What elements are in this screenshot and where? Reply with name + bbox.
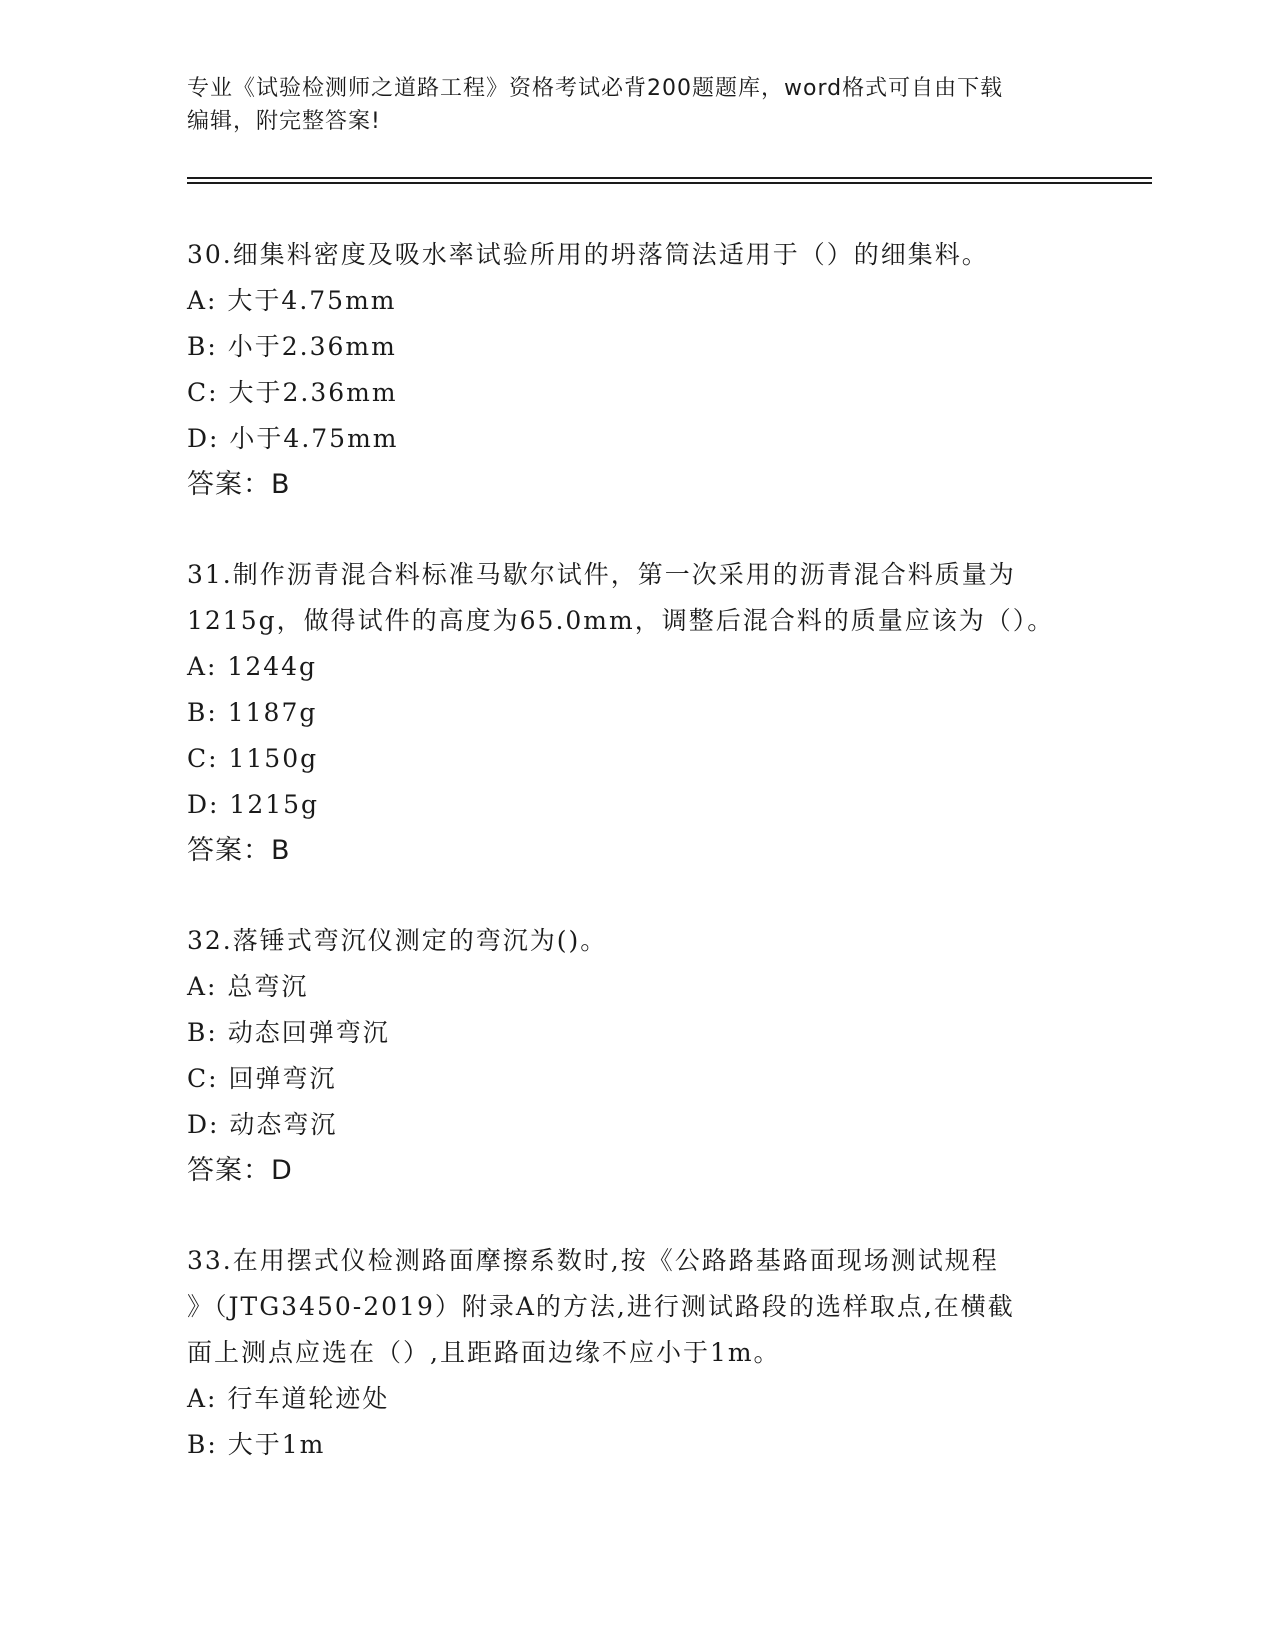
question-stem-line: 面上测点应选在（）,且距路面边缘不应小于1m。 [187, 1338, 781, 1367]
answer-option: D: 小于4.75mm [187, 424, 399, 453]
answer-option: A: 总弯沉 [187, 972, 309, 1001]
question-stem-line: 1215g，做得试件的高度为65.0mm，调整后混合料的质量应该为（）。 [187, 606, 1055, 635]
question-list [187, 232, 1087, 1512]
answer-option: B: 动态回弹弯沉 [187, 1018, 390, 1047]
header-divider-top [187, 177, 1152, 179]
question-stem-line: 31.制作沥青混合料标准马歇尔试件，第一次采用的沥青混合料质量为 [187, 560, 1016, 589]
header-line-1: 专业《试验检测师之道路工程》资格考试必背200题题库，word格式可自由下载 [187, 76, 1004, 101]
answer-option: D: 动态弯沉 [187, 1110, 338, 1139]
answer-key: 答案：B [187, 469, 291, 500]
answer-option: C: 1150g [187, 744, 319, 773]
question-block [187, 552, 1087, 874]
question-block [187, 1238, 1087, 1468]
header-divider-bottom [187, 182, 1152, 184]
question-stem-line: 32.落锤式弯沉仪测定的弯沉为()。 [187, 926, 608, 955]
answer-option: C: 大于2.36mm [187, 378, 398, 407]
answer-option: B: 大于1m [187, 1430, 326, 1459]
answer-option: A: 大于4.75mm [187, 286, 397, 315]
answer-option: B: 小于2.36mm [187, 332, 397, 361]
question-block [187, 232, 1087, 508]
answer-option: A: 行车道轮迹处 [187, 1384, 390, 1413]
answer-option: A: 1244g [187, 652, 318, 681]
answer-option: D: 1215g [187, 790, 320, 819]
answer-option: B: 1187g [187, 698, 318, 727]
question-block [187, 918, 1087, 1194]
answer-key: 答案：D [187, 1155, 293, 1186]
question-stem-line: 》（JTG3450-2019）附录A的方法,进行测试路段的选样取点,在横截 [187, 1292, 1015, 1321]
question-stem-line: 33.在用摆式仪检测路面摩擦系数时,按《公路路基路面现场测试规程 [187, 1246, 999, 1275]
question-stem-line: 30.细集料密度及吸水率试验所用的坍落筒法适用于（）的细集料。 [187, 240, 989, 269]
answer-option: C: 回弹弯沉 [187, 1064, 337, 1093]
document-header [187, 72, 1087, 138]
answer-key: 答案：B [187, 835, 291, 866]
header-line-2: 编辑，附完整答案! [187, 109, 381, 134]
